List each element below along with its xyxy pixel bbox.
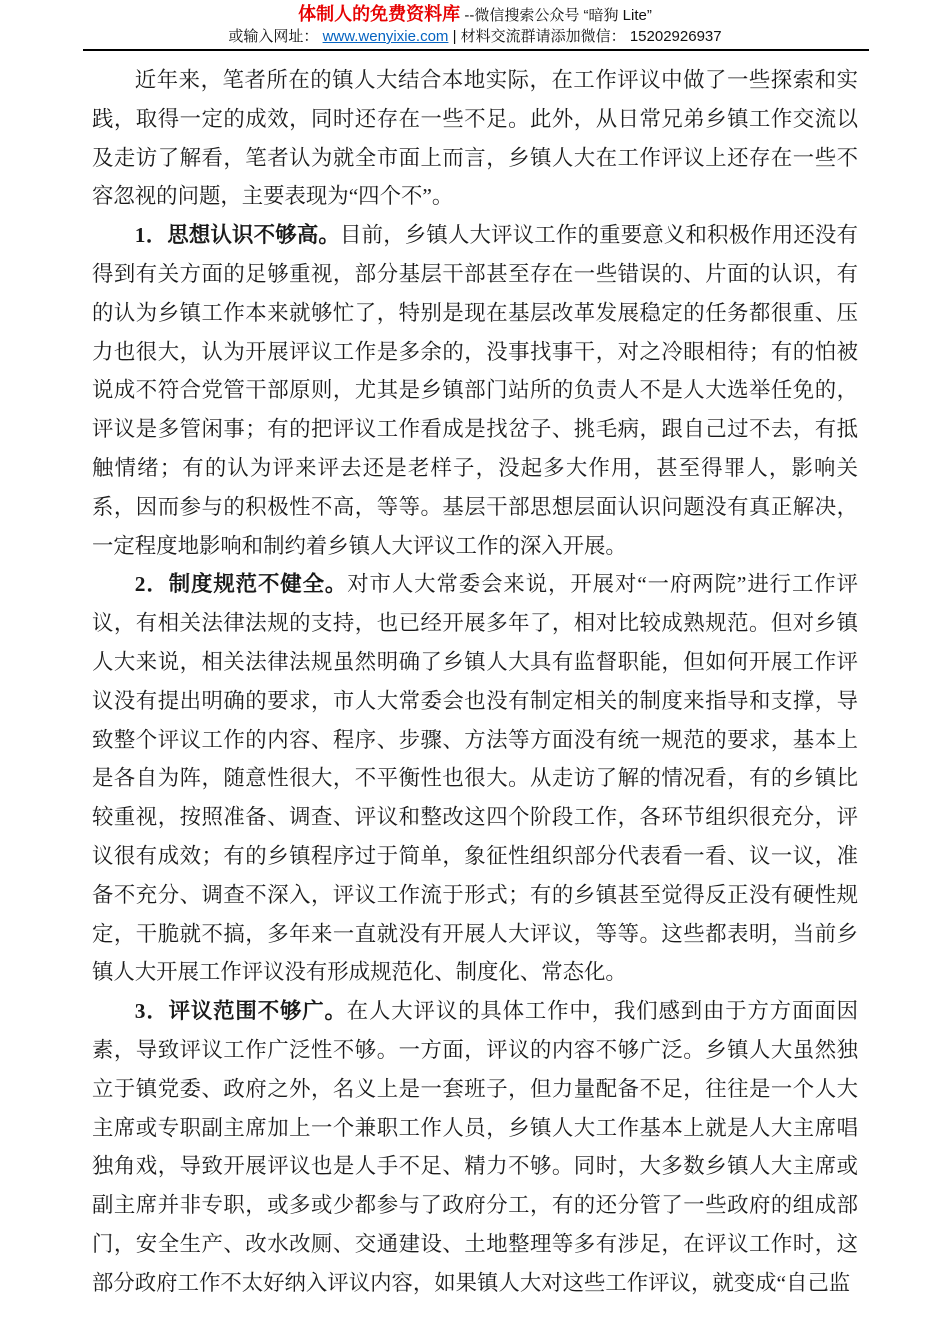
section-3-text: 在人大评议的具体工作中，我们感到由于方方面面因素，导致评议工作广泛性不够。一方面，评议的内容不够广泛。乡镇人大虽然独立于镇党委、政府之外，名义上是一套班子，但力量配备不足，往往是一个人大主席或专职副主席加上一个兼职工作人员，乡镇人大工作基本上就是人大主席唱独角戏，导致开展评议也是人手不足、精力不够。同时，大多数乡镇人大主席或副主席并非专职，或多或少都参与了政府分工，有的还分管了一些政府的组成部门，安全生产、改水改厕、交通建设、土地整理等多有涉足，在评议工作时，这部分政府工作不太好纳入评议内容，如果镇人大对这些工作评议，就变成“自己监 [92,999,858,1295]
paragraph-intro [92,61,858,216]
document-body [92,61,858,1303]
brand-title: 体制人的免费资料库 [298,4,461,24]
header-brand-line [0,4,950,26]
section-2-heading: 2．制度规范不健全。 [134,572,348,597]
section-1-heading: 1．思想认识不够高。 [134,223,341,248]
section-3-heading: 3．评议范围不够广。 [134,999,347,1024]
page-header [0,0,950,51]
website-link[interactable]: www.wenyixie.com [322,28,449,45]
url-prefix-label: 或输入网址： [228,28,323,45]
section-2-text: 对市人大常委会来说，开展对“一府两院”进行工作评议，有相关法律法规的支持，也已经开展多年了，相对比较成熟规范。但对乡镇人大来说，相关法律法规虽然明确了乡镇人大具有监督职能，但如何开展工作评议没有提出明确的要求，市人大常委会也没有制定相关的制度来指导和支撑，导致整个评议工作的内容、程序、步骤、方法等方面没有统一规范的要求，基本上是各自为阵，随意性很大，不平衡性也很大。从走访了解的情况看，有的乡镇比较重视，按照准备、调查、评议和整改这四个阶段工作，各环节组织很充分，评议很有成效；有的乡镇程序过于简单，象征性组织部分代表看一看、议一议，准备不充分、调查不深入，评议工作流于形式；有的乡镇甚至觉得反正没有硬性规定，干脆就不搞，多年来一直就没有开展人大评议，等等。这些都表明，当前乡镇人大开展工作评议没有形成规范化、制度化、常态化。 [92,572,858,985]
header-divider [83,49,869,51]
paragraph-intro-text: 近年来，笔者所在的镇人大结合本地实际，在工作评议中做了一些探索和实践，取得一定的成效，同时还存在一些不足。此外，从日常兄弟乡镇工作交流以及走访了解看，笔者认为就全市面上而言，乡镇人大在工作评议上还存在一些不容忽视的问题，主要表现为“四个不”。 [92,68,858,209]
contact-info-label: | 材料交流群请添加微信： 15202926937 [448,28,722,45]
brand-suffix: --微信搜索公众号 “暗狗 Lite” [460,7,652,24]
paragraph-section-1 [92,216,858,565]
section-1-text: 目前，乡镇人大评议工作的重要意义和积极作用还没有得到有关方面的足够重视，部分基层干部甚至存在一些错误的、片面的认识，有的认为乡镇工作本来就够忙了，特别是现在基层改革发展稳定的任务都很重、压力也很大，认为开展评议工作是多余的，没事找事干，对之冷眼相待；有的怕被说成不符合党管干部原则，尤其是乡镇部门站所的负责人不是人大选举任免的，评议是多管闲事；有的把评议工作看成是找岔子、挑毛病，跟自己过不去，有抵触情绪；有的认为评来评去还是老样子，没起多大作用，甚至得罪人，影响关系，因而参与的积极性不高，等等。基层干部思想层面认识问题没有真正解决，一定程度地影响和制约着乡镇人大评议工作的深入开展。 [92,223,858,558]
header-contact-line [0,28,950,46]
paragraph-section-2 [92,565,858,992]
paragraph-section-3 [92,992,858,1302]
